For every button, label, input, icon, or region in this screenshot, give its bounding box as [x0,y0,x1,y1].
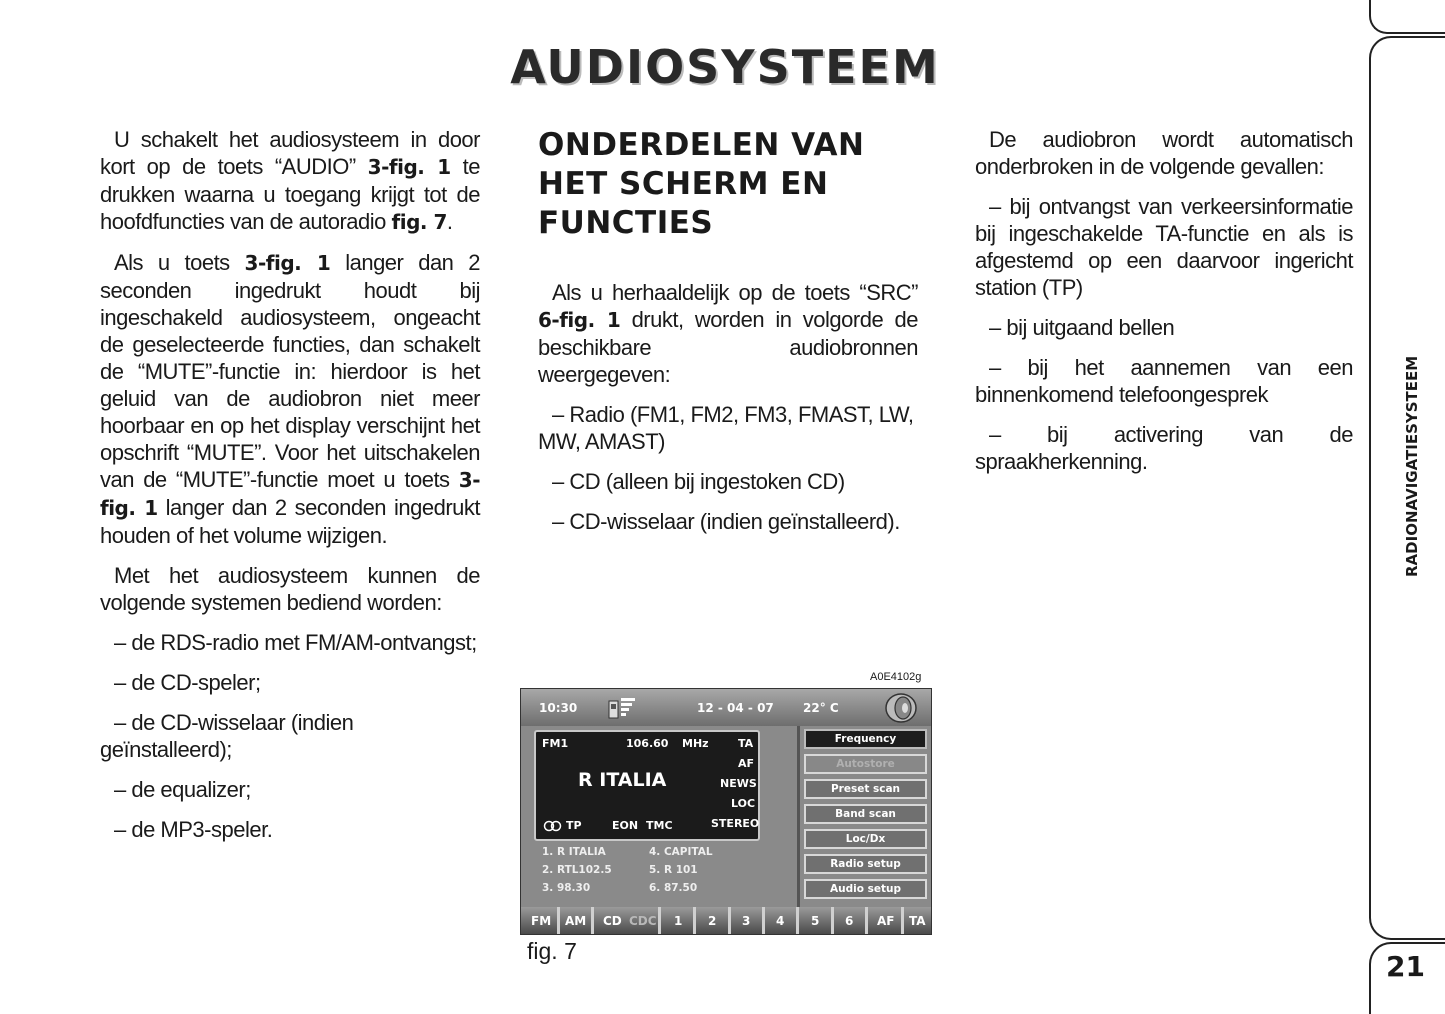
list-item: – CD (alleen bij ingestoken CD) [552,469,845,494]
autostore-button[interactable]: Autostore [804,754,927,774]
tp-label: TP [566,819,582,832]
list-item: – CD-wisselaar (indien geïnstalleerd). [552,509,900,534]
figure-caption: fig. 7 [527,938,577,964]
text: . [446,209,453,234]
divider [658,907,661,934]
figure-reference: fig. 7 [391,210,447,234]
list-item: – bij het aannemen van een binnenkomend telefoongesprek [975,355,1353,407]
radio-info-panel [534,730,760,841]
flag-af: AF [738,757,755,770]
radio-screen-figure [520,688,932,935]
divider [797,726,800,907]
figure-reference: 3-fig. 1 [244,251,331,275]
list-item: – de equalizer; [114,777,251,802]
text: langer dan 2 seconden ingedrukt houden of het volume wijzigen. [100,495,480,548]
audio-setup-button[interactable]: Audio setup [804,879,927,899]
flag-ta: TA [738,737,754,750]
preset-item[interactable]: 2. RTL102.5 [542,864,612,876]
band-label: FM1 [542,737,569,750]
temperature: 22° C [803,701,839,715]
speaker-icon [881,692,919,724]
preset-key-1[interactable]: 1 [674,914,683,928]
page-number: 21 [1386,950,1425,983]
divider [831,907,834,934]
tab-cd[interactable]: CD [603,914,622,928]
paragraph [538,279,918,388]
text: Als u toets [114,250,245,275]
divider [591,907,594,934]
date: 12 - 04 - 07 [697,701,774,715]
side-section-label: RADIONAVIGATIESYSTEEM [1403,355,1421,577]
divider [762,907,765,934]
preset-key-3[interactable]: 3 [742,914,751,928]
figure-reference: 6-fig. 1 [538,308,621,332]
tab-ta[interactable]: TA [909,914,926,928]
preset-key-4[interactable]: 4 [776,914,785,928]
figure-code: A0E4102g [870,671,922,683]
frequency: 106.60 [626,737,669,750]
list-item: – de RDS-radio met FM/AM-ontvangst; [114,630,477,655]
tab-af[interactable]: AF [877,914,895,928]
preset-item[interactable]: 1. R ITALIA [542,846,606,858]
clock: 10:30 [539,701,578,715]
preset-item[interactable]: 3. 98.30 [542,882,591,894]
divider [728,907,731,934]
preset-key-6[interactable]: 6 [845,914,854,928]
divider [901,907,904,934]
text: Als u herhaaldelijk op de toets “SRC” [552,280,918,305]
side-tab-top [1369,0,1445,34]
preset-item[interactable]: 5. R 101 [649,864,698,876]
preset-key-5[interactable]: 5 [811,914,820,928]
column-2 [538,126,918,548]
figure-reference: 3-fig. 1 [367,155,451,179]
paragraph [100,249,480,549]
divider [865,907,868,934]
tab-am[interactable]: AM [565,914,587,928]
phone-signal-icon [607,696,637,720]
tmc-label: TMC [646,819,673,832]
paragraph: Met het audiosysteem kunnen de volgende systemen bediend worden: [100,563,480,615]
preset-item[interactable]: 4. CAPITAL [649,846,713,858]
eon-label: EON [612,819,639,832]
divider [557,907,560,934]
list-item: – de CD-wisselaar (indien geïnstalleerd); [100,710,354,762]
band-scan-button[interactable]: Band scan [804,804,927,824]
list-item: – de MP3-speler. [114,817,273,842]
tab-fm[interactable]: FM [531,914,552,928]
frequency-unit: MHz [682,737,709,750]
flag-loc: LOC [731,797,756,810]
list-item: – bij uitgaand bellen [989,315,1175,340]
preset-key-2[interactable]: 2 [708,914,717,928]
text: U schakelt het audiosysteem in door kort op de toets “AUDIO” [100,127,480,179]
figure-reference: 3-fig. 1 [100,468,480,520]
divider [796,907,799,934]
divider [693,907,696,934]
section-heading: ONDERDELEN VAN HET SCHERM EN FUNCTIES [538,127,865,241]
column-1 [100,126,480,856]
page-title: AUDIOSYSTEEM [510,40,940,94]
list-item: – bij ontvangst van verkeersinformatie bij ingeschakelde TA-functie en als is afgestemd op een daarvoor ingericht station (TP) [975,194,1353,300]
column-3 [975,126,1353,488]
list-item: – de CD-speler; [114,670,261,695]
frequency-button[interactable]: Frequency [804,729,927,749]
flag-news: NEWS [720,777,757,790]
screen-top-bar [521,689,931,726]
list-item: – Radio (FM1, FM2, FM3, FMAST, LW, MW, AMAST) [538,402,914,454]
paragraph: De audiobron wordt automatisch onderbroken in de volgende gevallen: [975,127,1353,179]
list-item: – bij activering van de spraakherkenning. [975,422,1353,474]
tab-cdc[interactable]: CDC [629,914,657,928]
tp-link-icon [542,820,564,832]
flag-stereo: STEREO [711,817,760,830]
text: langer dan 2 seconden ingedrukt houdt bij ingeschakeld audiosysteem, ongeacht de geselecteerde functies, dan schakelt de “MUTE”-functie in: hierdoor is het geluid van de audiobron niet meer hoorbaar en op het display verschijnt het opschrift “MUTE”. Voor het uitschakelen van de “MUTE”-functie moet u toets [100,250,480,492]
station-name: R ITALIA [578,769,667,791]
screen-bottom-bar [521,907,931,934]
paragraph [100,126,480,236]
preset-item[interactable]: 6. 87.50 [649,882,698,894]
loc-dx-button[interactable]: Loc/Dx [804,829,927,849]
text: te drukken waarna u toegang krijgt tot de hoofdfuncties van de autoradio [100,154,480,234]
radio-setup-button[interactable]: Radio setup [804,854,927,874]
text: drukt, worden in volgorde de beschikbare audiobronnen weergegeven: [538,307,918,387]
preset-scan-button[interactable]: Preset scan [804,779,927,799]
